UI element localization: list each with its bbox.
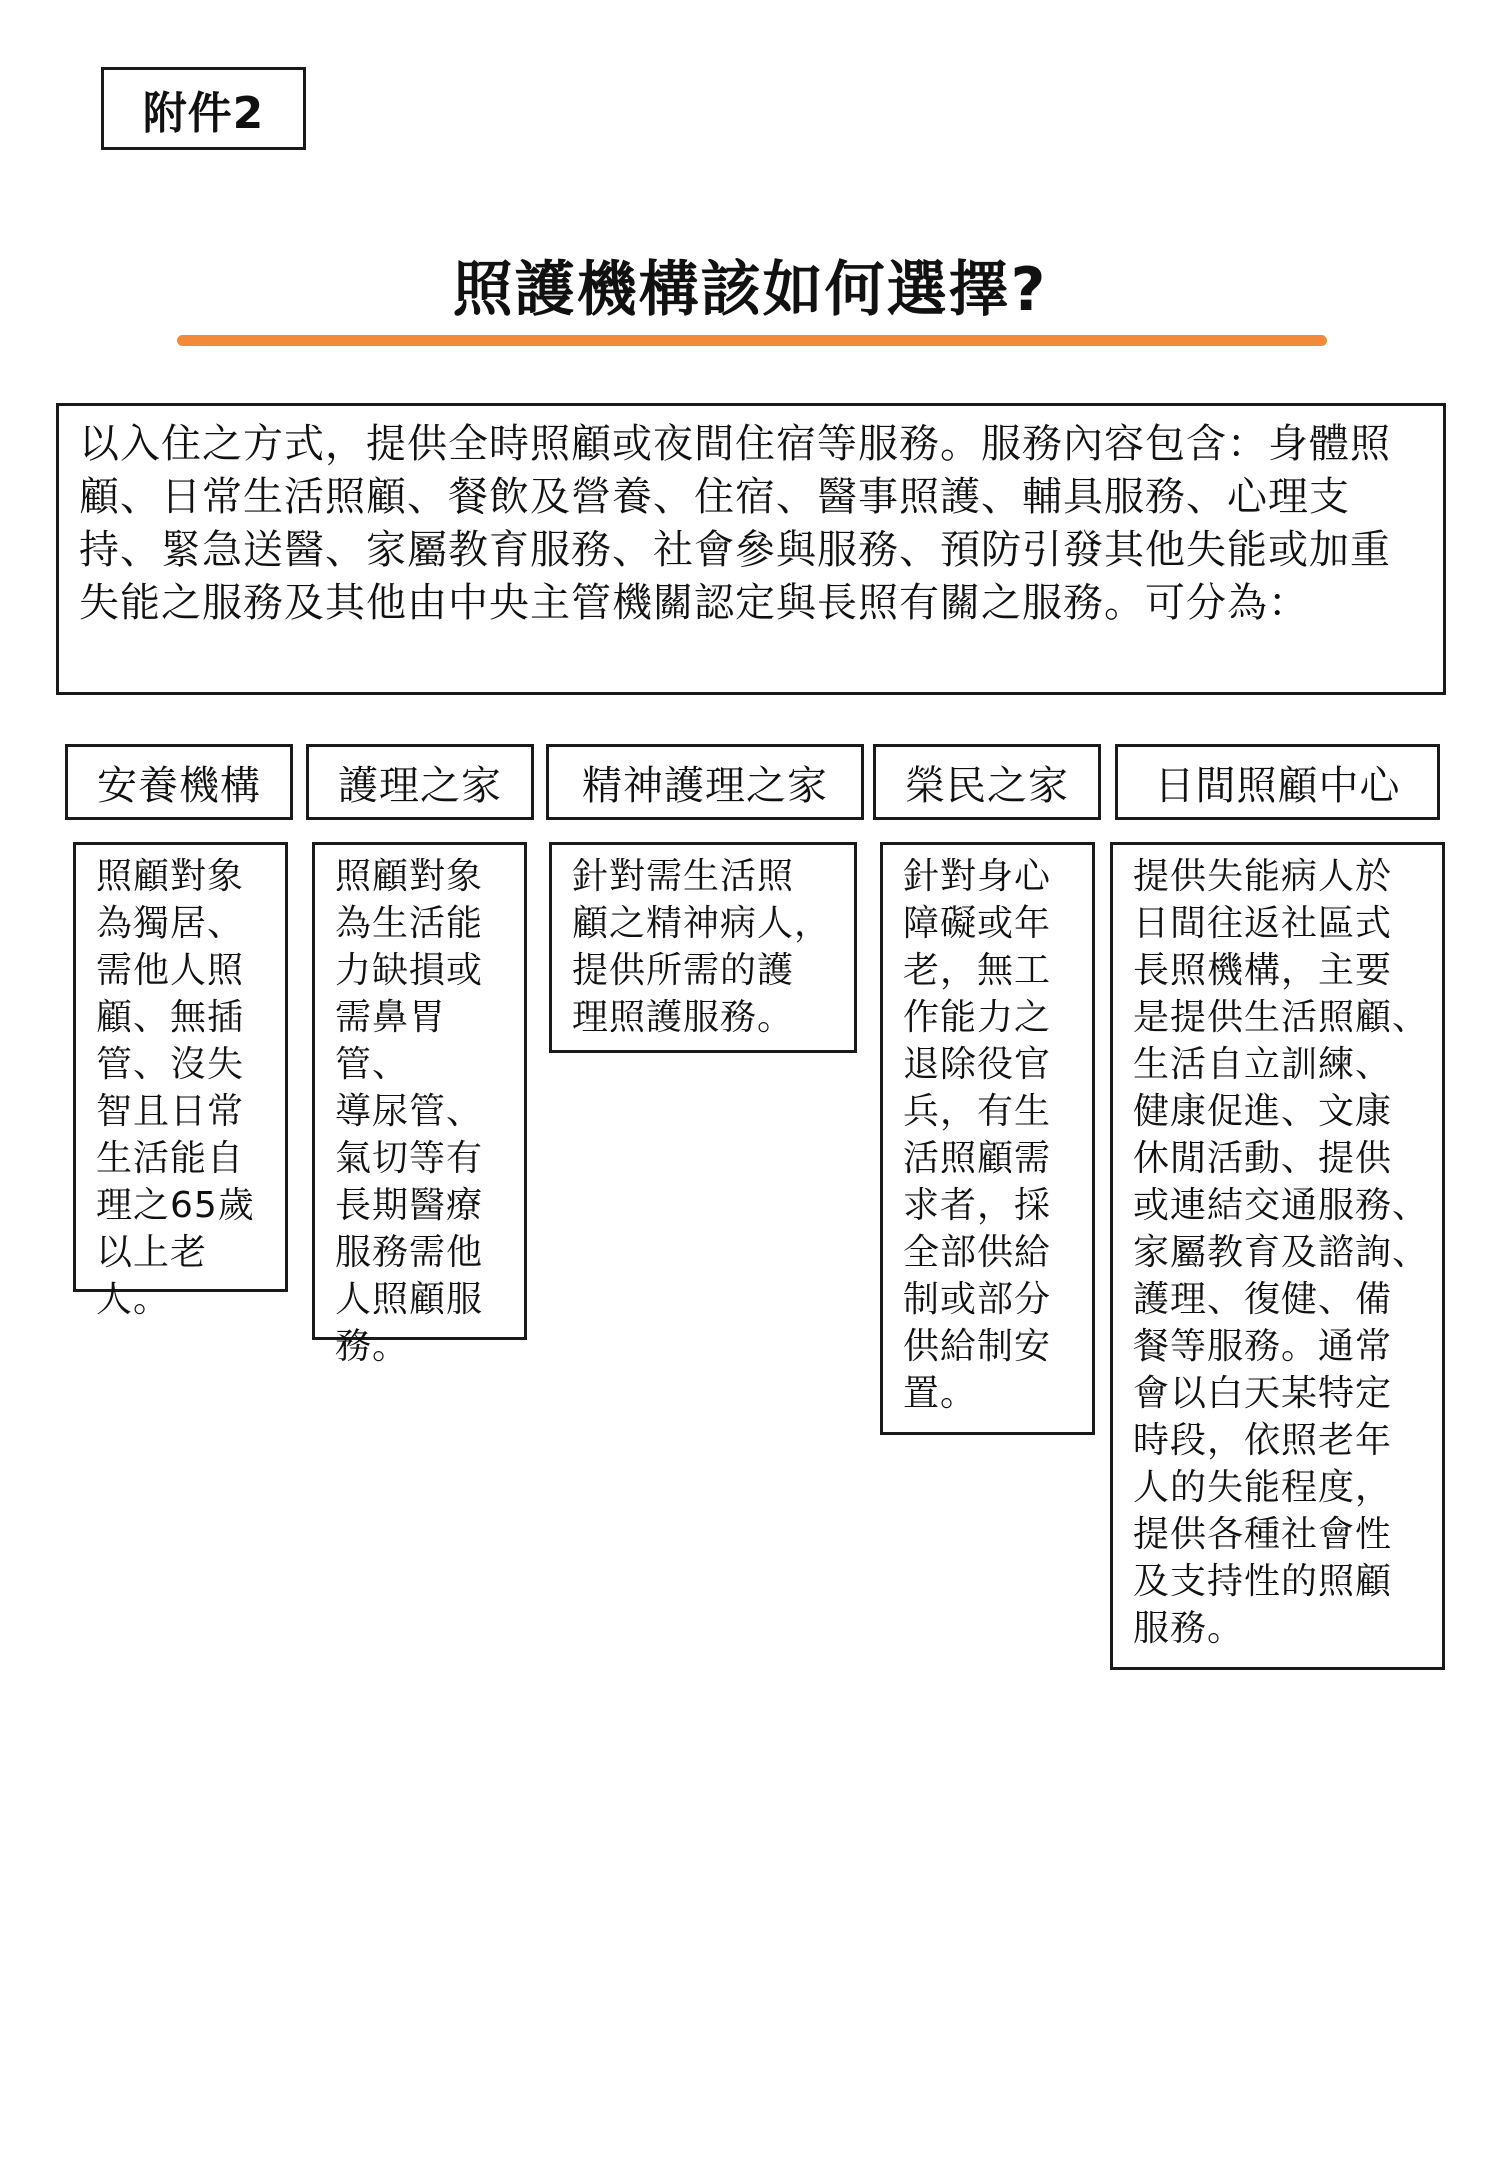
- category-header-veterans-home: 榮民之家: [873, 744, 1101, 820]
- attachment-label: 附件2: [101, 67, 306, 150]
- category-description-elderly-home: [73, 842, 288, 1320]
- category-description-veterans-home: [880, 842, 1095, 1435]
- category-header-elderly-home: 安養機構: [65, 744, 293, 820]
- category-description-text: 照顧對象 為生活能 力缺損或 需鼻胃管、 導尿管、 氣切等有 長期醫療 服務需他 人照顧服 務。: [335, 856, 484, 1367]
- category-header-psychiatric-nursing-home: 精神護理之家: [546, 744, 864, 820]
- category-description-text: 提供失能病人於 日間往返社區式 長照機構，主要 是提供生活照顧、 生活自立訓練、 健康促進、文康 休閒活動、提供 或連結交通服務、 家屬教育及諮詢、 護理、復健、備 餐等服務。通常 會以白天某特定 時段，依照老年 人的失能程度， 提供各種社會性 及支持性的照顧 服務。: [1133, 856, 1430, 1649]
- category-description-psychiatric-nursing-home: [549, 842, 857, 1053]
- category-description-nursing-home: [312, 842, 527, 1367]
- category-description-text: 照顧對象 為獨居、 需他人照 顧、無插 管、沒失 智且日常 生活能自 理之65歲 以上老人。: [96, 856, 255, 1320]
- category-description-day-care-center: [1110, 842, 1445, 1670]
- category-description-text: 針對需生活照 顧之精神病人， 提供所需的護 理照護服務。: [572, 856, 832, 1038]
- category-header-day-care-center: 日間照顧中心: [1115, 744, 1440, 820]
- page-title: 照護機構該如何選擇?: [452, 255, 1048, 325]
- intro-description-text: 以入住之方式，提供全時照顧或夜間住宿等服務。服務內容包含：身體照顧、日常生活照顧、餐飲及營養、住宿、醫事照護、輔具服務、心理支持、緊急送醫、家屬教育服務、社會參與服務、預防引發其他失能或加重失能之服務及其他由中央主管機關認定與長照有關之服務。可分為：: [79, 421, 1391, 626]
- intro-description-box: [56, 403, 1446, 695]
- category-header-nursing-home: 護理之家: [306, 744, 534, 820]
- title-underline: [177, 335, 1327, 346]
- category-description-text: 針對身心 障礙或年 老，無工 作能力之 退除役官 兵，有生 活照顧需 求者，採 全部供給 制或部分 供給制安 置。: [903, 856, 1052, 1414]
